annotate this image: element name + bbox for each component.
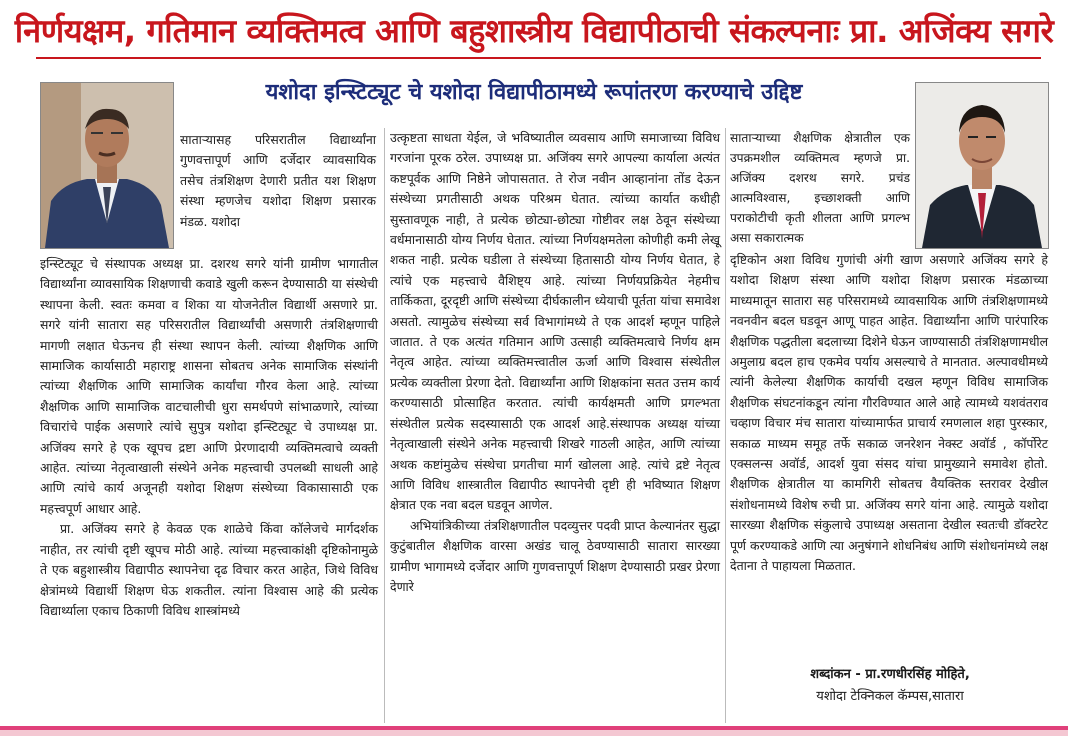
byline-author: शब्दांकन - प्रा.रणधीरसिंह मोहिते, — [810, 667, 970, 682]
column-divider — [725, 128, 726, 723]
paragraph: अभियांत्रिकीच्या तंत्रशिक्षणातील पदव्युत्तर पदवी प्राप्त केल्यानंतर सुद्धा कुटुंबातील शैक्षणिक वारसा अखंड चालू ठेवण्यासाठी सातारा सारख्या ग्रामीण भागामध्ये दर्जेदार आणि गुणवत्तापूर्ण शिक्षण देण्यासाठी प्रखर प्रेरणा देणारे — [390, 517, 720, 594]
column-divider — [384, 128, 385, 723]
subheadline — [160, 72, 908, 118]
headline-text: निर्णयक्षम, गतिमान व्यक्तिमत्व आणि बहुशास्त्रीय विद्यापीठाची संकल्पनाः प्रा. अजिंक्य सगरे — [14, 12, 1054, 50]
photo-founder-image — [41, 83, 173, 248]
paragraph: उत्कृष्टता साधता येईल, जे भविष्यातील व्यवसाय आणि समाजाच्या विविध गरजांना पूरक ठरेल. उपाध्यक्ष प्रा. अजिंक्य सगरे आपल्या कार्याला अत्यंत कष्टपूर्वक आणि निष्ठेने जोपासतात. ते रोज नवीन आव्हानांना तोंड देऊन संस्थेच्या प्रगतीसाठी अथक परिश्रम घेतात. त्यांच्या कार्यात कधीही सुस्तावणूक नाही, ते प्रत्येक छोट्या-छोट्या गोष्टीवर लक्ष ठेवून संस्थेच्या वर्धमानासाठी योग्य निर्णय घेतात. त्यांच्या निर्णयक्षमतेला कोणीही कमी लेखू शकत नाही. प्रत्येक घडीला ते संस्थेच्या हितासाठी योग्य निर्णय घेतात, हे त्यांचे एक महत्त्वाचे वैशिष्ट्य आहे. त्यांच्या निर्णयप्रक्रियेत नेहमीच तार्किकता, दूरदृष्टी आणि संस्थेच्या दीर्घकालीन ध्येयाची पूर्तता यांचा समावेश असतो. त्यामुळेच संस्थेच्या सर्व विभागांमध्ये ते एक आदर्श म्हणून पाहिले जातात. ते एक अत्यंत गतिमान आणि उत्साही व्यक्तिमत्वाचे निर्णय क्षम नेतृत्व आहेत. त्यांच्या व्यक्तिमत्त्वातील ऊर्जा आणि विश्वास संस्थेतील प्रत्येक व्यक्तीला प्रेरणा देतो. विद्यार्थ्यांना आणि शिक्षकांना सतत उत्तम कार्य करण्यासाठी प्रोत्साहित करतात. त्यांची कार्यक्षमती आणि प्रगल्भता संस्थेतील प्रत्येक सदस्यासाठी एक आदर्श आहे.संस्थापक अध्यक्ष यांच्या नेतृत्वाखाली संस्थेने अनेक महत्त्वाची शिखरे गाठली आहेत, आणि त्यांच्या अथक कष्टांमुळेच संस्थेचा प्रगतीचा मार्ग खोलला आहे. त्यांचे द्रष्टे नेतृत्व आणि विविध शास्त्रातील विद्यापीठ स्थापनेची दृष्टी ही भविष्यात शिक्षण क्षेत्रात एक नवा बदल घडवून आणेल. — [390, 130, 720, 513]
column-1-intro — [180, 130, 376, 232]
column-2 — [390, 128, 720, 597]
column-3-intro — [730, 128, 910, 248]
paragraph: इन्स्टिट्यूट चे संस्थापक अध्यक्ष प्रा. दशरथ सगरे यांनी ग्रामीण भागातील विद्यार्थ्यांना व्यावसायिक शिक्षणाची कवाडे खुली करून देण्यासाठी या संस्थेची स्थापना केली. स्वतः कमवा व शिका या योजनेतील विद्यार्थी असणारे प्रा. सगरे यांनी सातारा सह परिसरातील विद्यार्थ्यांची असणारी तंत्रशिक्षणाची मागणी लक्षात घेऊनच ही संस्था स्थापन केली. त्यांच्या शैक्षणिक आणि सामाजिक कार्यासाठी महाराष्ट्र शासना सोबतच अनेक सामाजिक संस्थांनी त्यांच्या शैक्षणिक आणि सामाजिक कार्यांचा गौरव केला आहे. त्यांच्या शैक्षणिक आणि सामाजिक वाटचालीची धुरा समर्थपणे सांभाळणारे, त्यांच्या विचारांचे पाईक असणारे त्यांचे सुपुत्र यशोदा इन्स्टिट्यूट चे उपाध्यक्ष प्रा. अजिंक्य सगरे हे एक खूपच द्रष्टा आणि प्रेरणादायी व्यक्तिमत्वाचे व्यक्ती आहेत. त्यांच्या नेतृत्वाखाली संस्थेने अनेक महत्त्वाची उपलब्धी साधली आहे आणि त्यांचे कार्य अजूनही यशोदा शिक्षण संस्थेच्या विकासासाठी एक महत्त्वपूर्ण आधार आहे. — [40, 256, 378, 516]
byline-affiliation: यशोदा टेक्निकल कॅम्पस,सातारा — [816, 689, 964, 704]
bottom-bar — [0, 726, 1068, 736]
headline — [14, 4, 1054, 58]
paragraph: साताऱ्याच्या शैक्षणिक क्षेत्रातील एक उपक्रमशील व्यक्तिमत्व म्हणजे प्रा. अजिंक्य दशरथ सगरे. प्रचंड आत्मविश्वास, इच्छाशक्ती आणि पराकोटीची कृती शीलता आणि प्रगल्भ असा सकारात्मक — [730, 131, 910, 246]
subheadline-text: यशोदा इन्स्टिट्यूट चे यशोदा विद्यापीठामध्ये रूपांतरण करण्याचे उद्दिष्ट — [265, 80, 803, 105]
bottom-bar-accent — [0, 726, 1068, 730]
photo-vice-president — [915, 82, 1049, 249]
photo-vice-president-image — [916, 83, 1048, 248]
column-3 — [730, 250, 1048, 577]
paragraph: साताऱ्यासह परिसरातील विद्यार्थ्यांना गुणवत्तापूर्ण आणि दर्जेदार व्यावसायिक तसेच तंत्रशिक्षण देणारी प्रतीत यश शिक्षण संस्था म्हणजेच यशोदा शिक्षण प्रसारक मंडळ. यशोदा — [180, 132, 376, 229]
headline-rule — [36, 57, 1041, 59]
column-1 — [40, 254, 378, 621]
paragraph: दृष्टिकोन अशा विविध गुणांची अंगी खाण असणारे अजिंक्य सगरे हे यशोदा शिक्षण संस्था आणि यशोदा शिक्षण प्रसारक मंडळाच्या माध्यमातून सातारा सह परिसरामध्ये व्यावसायिक आणि तंत्रशिक्षणामध्ये नवनवीन बदल घडवून आणू पाहत आहेत. विद्यार्थ्यांना आणि पारंपारिक शैक्षणिक पद्धतीला बदलाच्या दिशेने घेऊन जाण्यासाठी तंत्रशिक्षणामधील अमुलाग्र बदल हाच एकमेव पर्याय असल्याचे ते मानतात. अल्पावधीमध्ये त्यांनी केलेल्या शैक्षणिक कार्याची दखल म्हणून विविध सामाजिक शैक्षणिक संघटनांकडून त्यांना गौरविण्यात आले आहे त्यामध्ये यशवंतराव चव्हाण विचार मंच सातारा यांच्यामार्फत प्राचार्य रमणलाल शहा पुरस्कार, सकाळ माध्यम समूह तर्फे सकाळ जनरेशन नेक्स्ट अवॉर्ड , कॉर्पोरेट एक्सलन्स अवॉर्ड, आदर्श युवा संसद यांचा प्रामुख्याने समावेश होतो. शैक्षणिक क्षेत्रातील या कामगिरी सोबतच वैयक्तिक स्तरावर देखील संशोधनामध्ये विशेष रुची प्रा. अजिंक्य सगरे यांना आहे. त्यामुळे यशोदा सारख्या शैक्षणिक संकुलाचे उपाध्यक्ष असताना देखील स्वतःची डॉक्टरेट पूर्ण करण्याकडे आणि त्या अनुषंगाने शोधनिबंध आणि संशोधनांमध्ये लक्ष देताना ते पाहायला मिळतात. — [730, 252, 1048, 574]
photo-founder — [40, 82, 174, 249]
paragraph: प्रा. अजिंक्य सगरे हे केवळ एक शाळेचे किंवा कॉलेजचे मार्गदर्शक नाहीत, तर त्यांची दृष्टी खूपच मोठी आहे. त्यांच्या महत्त्वाकांक्षी दृष्टिकोनामुळे ते एक बहुशास्त्रीय विद्यापीठ स्थापनेचा दृढ विचार करत आहेत, जिथे विविध क्षेत्रांमध्ये विद्यार्थी शिक्षण घेऊ शकतील. त्यांना विश्वास आहे की प्रत्येक विद्यार्थ्याला एकाच ठिकाणी विविध शास्त्रांमध्ये — [40, 521, 378, 618]
byline — [740, 664, 1040, 708]
